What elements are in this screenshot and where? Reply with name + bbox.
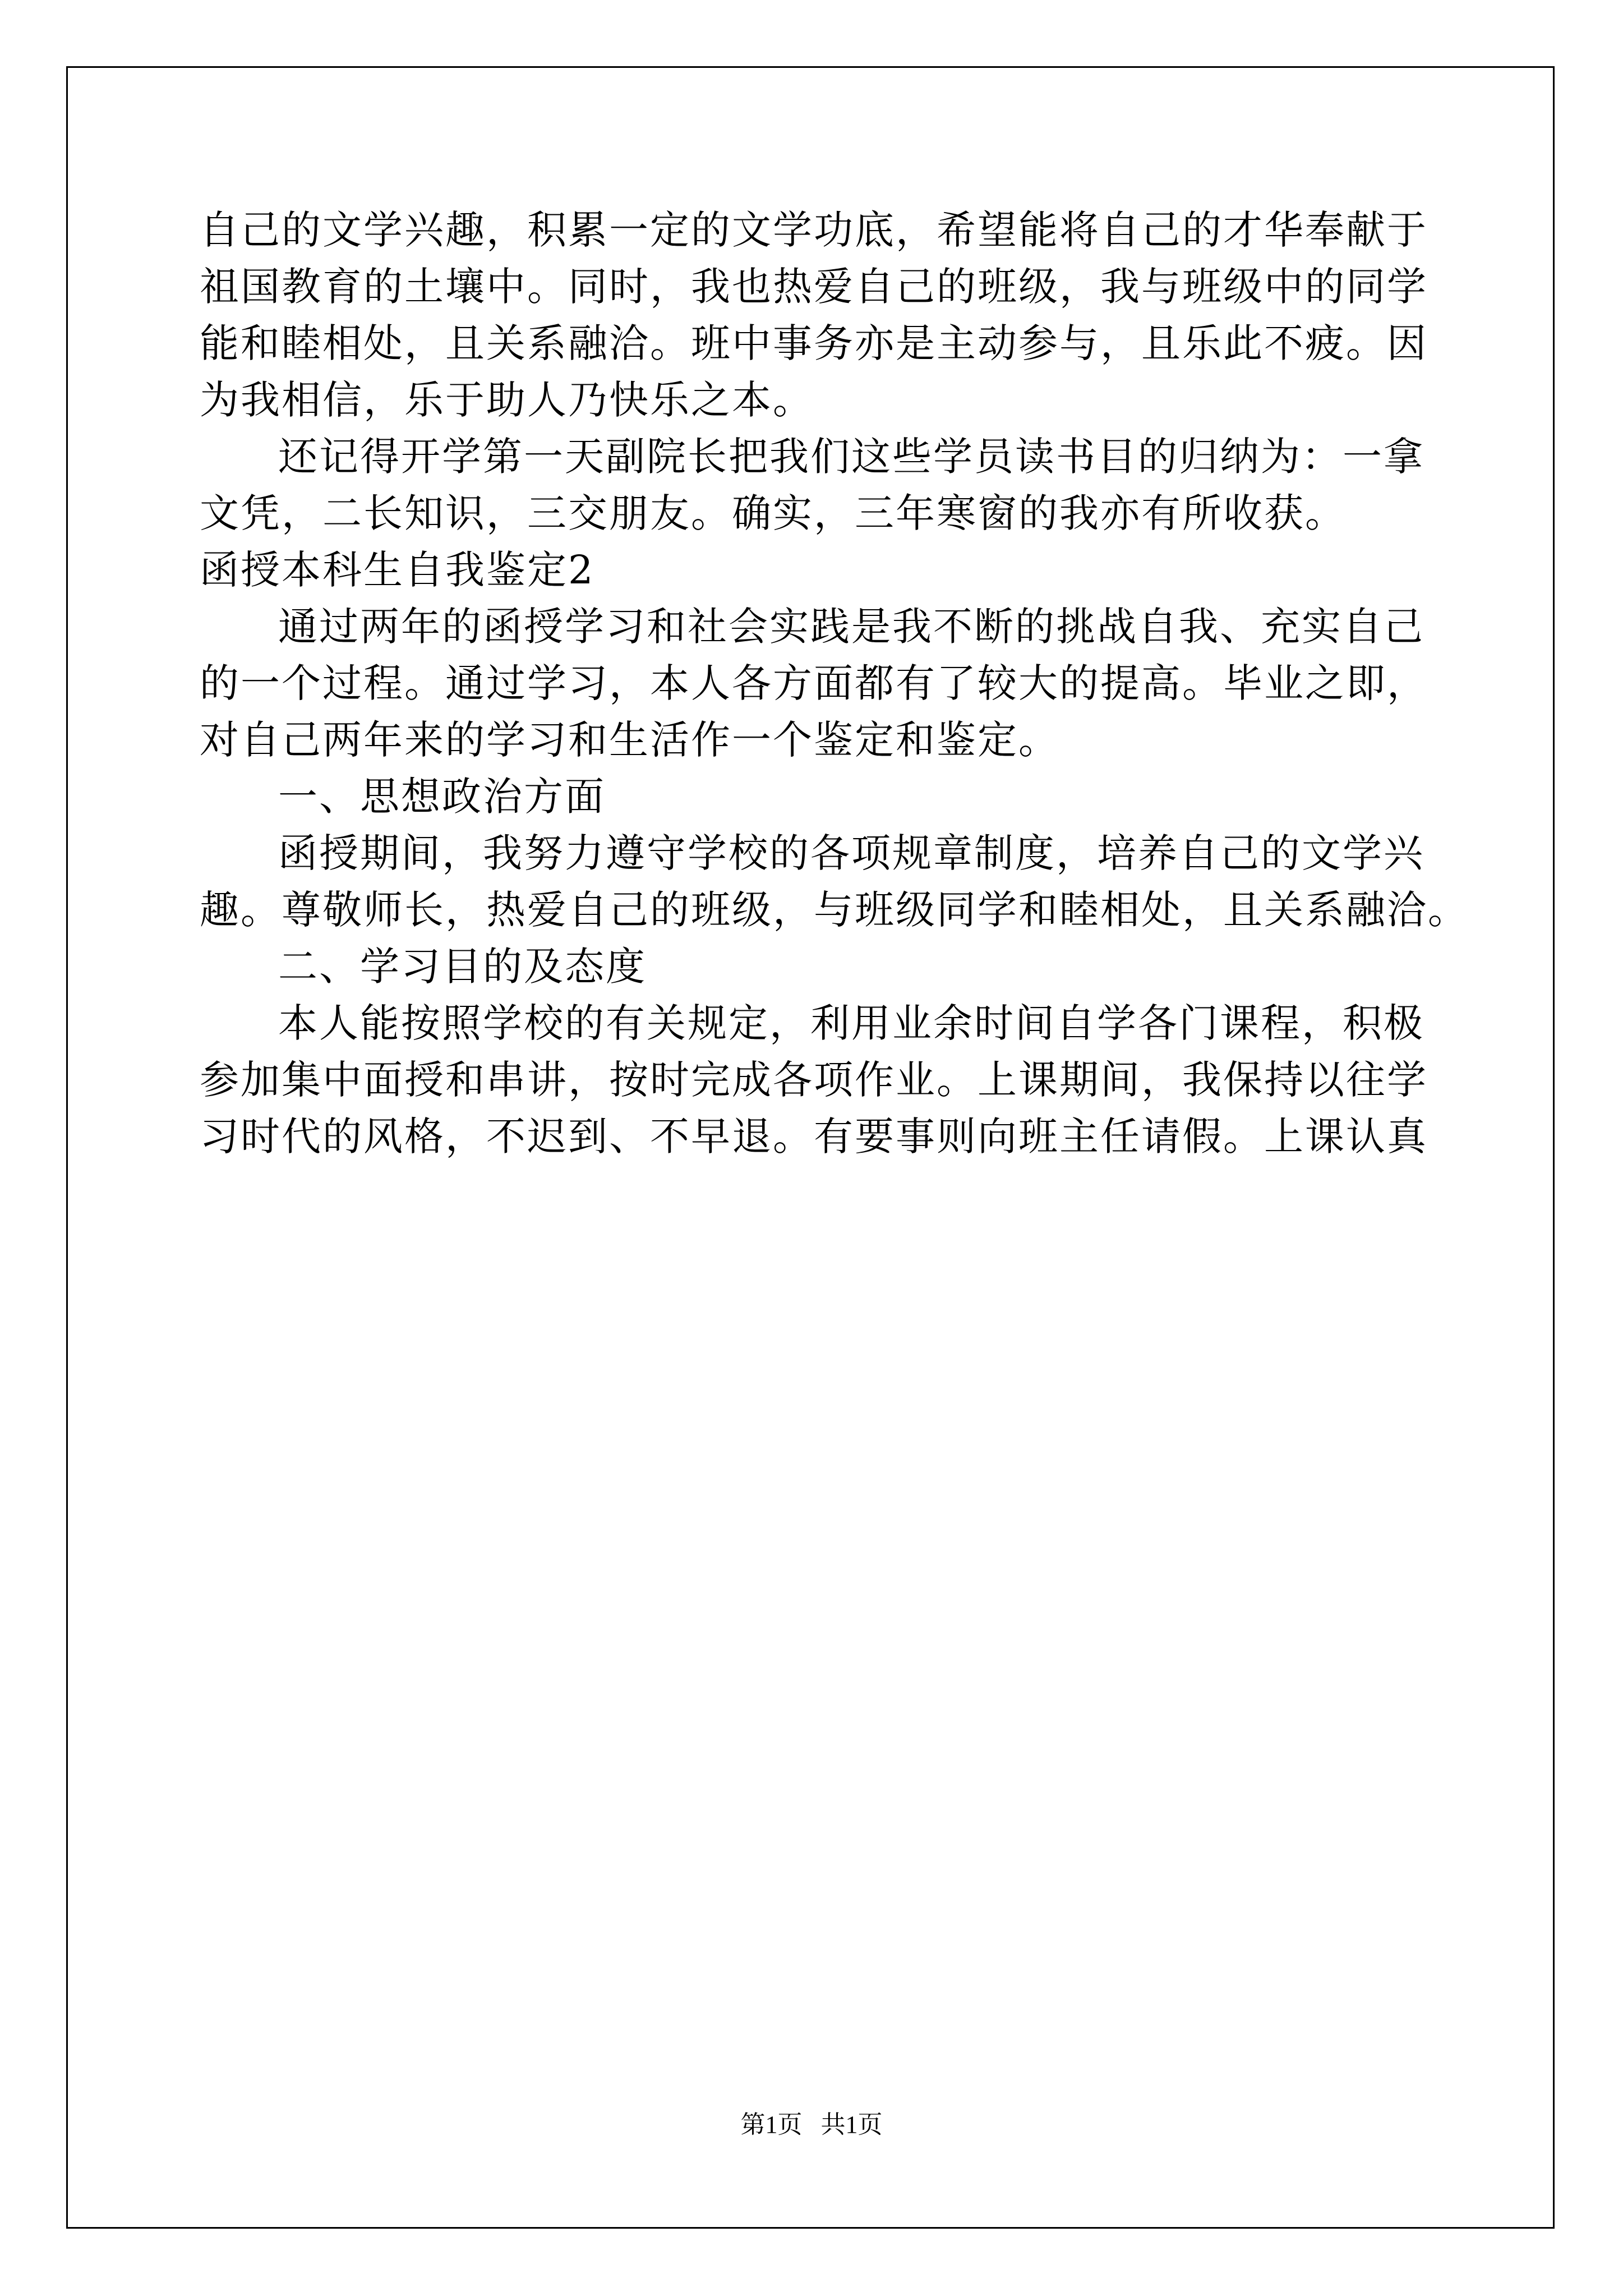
body-line: 参加集中面授和串讲，按时完成各项作业。上课期间，我保持以往学 — [200, 1057, 1428, 1103]
body-line: 的一个过程。通过学习，本人各方面都有了较大的提高。毕业之即， — [200, 660, 1428, 706]
body-line: 自己的文学兴趣，积累一定的文学功底，希望能将自己的才华奉献于 — [200, 207, 1428, 253]
subsection-heading: 一、思想政治方面 — [278, 774, 606, 820]
body-line: 习时代的风格，不迟到、不早退。有要事则向班主任请假。上课认真 — [200, 1114, 1428, 1159]
body-line: 通过两年的函授学习和社会实践是我不断的挑战自我、充实自己 — [278, 604, 1424, 650]
body-line: 还记得开学第一天副院长把我们这些学员读书目的归纳为：一拿 — [278, 434, 1424, 480]
body-line: 本人能按照学校的有关规定，利用业余时间自学各门课程，积极 — [278, 1000, 1424, 1046]
body-line: 对自己两年来的学习和生活作一个鉴定和鉴定。 — [200, 717, 1059, 763]
body-line: 文凭，二长知识，三交朋友。确实，三年寒窗的我亦有所收获。 — [200, 490, 1346, 536]
body-line: 趣。尊敬师长，热爱自己的班级，与班级同学和睦相处，且关系融洽。 — [200, 887, 1469, 933]
page-number-footer: 第1页 共1页 — [740, 2111, 883, 2138]
document-body — [200, 202, 1469, 1165]
body-line: 能和睦相处，且关系融洽。班中事务亦是主动参与，且乐此不疲。因 — [200, 320, 1428, 366]
section-heading: 函授本科生自我鉴定2 — [200, 547, 595, 593]
body-line: 为我相信，乐于助人乃快乐之本。 — [200, 377, 814, 423]
subsection-heading: 二、学习目的及态度 — [278, 944, 647, 990]
body-line: 函授期间，我努力遵守学校的各项规章制度，培养自己的文学兴 — [278, 830, 1424, 876]
body-line: 祖国教育的土壤中。同时，我也热爱自己的班级，我与班级中的同学 — [200, 264, 1428, 310]
